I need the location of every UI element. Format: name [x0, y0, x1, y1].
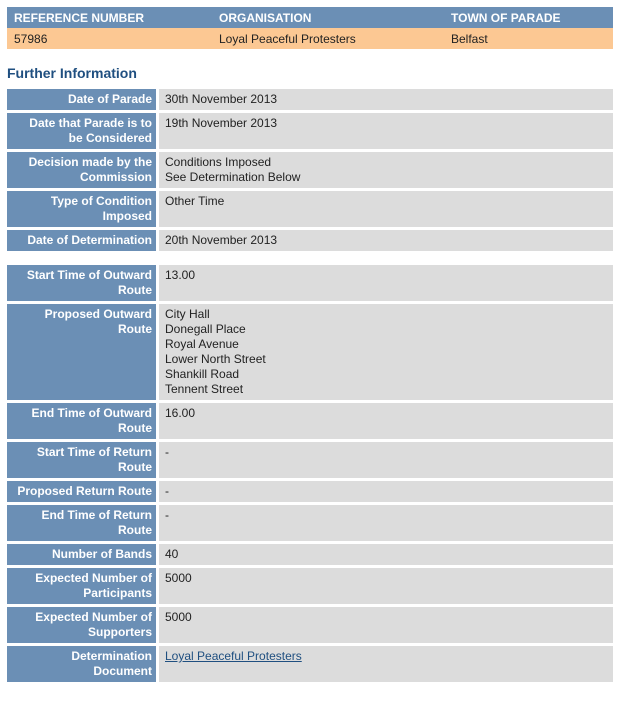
- info-value-line: Tennent Street: [165, 382, 244, 396]
- info-value: [159, 568, 613, 604]
- info-label: Proposed Return Route: [7, 481, 159, 502]
- info-label: End Time of Outward Route: [7, 403, 159, 439]
- info-row-date-of-parade: [7, 89, 613, 110]
- page-content: [7, 7, 613, 685]
- info-row-date-of-determination: [7, 230, 613, 251]
- info-row-proposed-outward-route: [7, 304, 613, 400]
- info-row-determination-document: [7, 646, 613, 682]
- info-label: Type of Condition Imposed: [7, 191, 159, 227]
- info-value-line: Lower North Street: [165, 352, 266, 366]
- info-row-number-of-bands: [7, 544, 613, 565]
- info-row-date-that-parade-is-to-be-considered: [7, 113, 613, 149]
- info-label: Number of Bands: [7, 544, 159, 565]
- info-label: Determination Document: [7, 646, 159, 682]
- info-value-line: 30th November 2013: [165, 92, 278, 106]
- route-information-table: [7, 262, 613, 685]
- organisation-value: Loyal Peaceful Protesters: [212, 28, 444, 49]
- info-value-line: Shankill Road: [165, 367, 240, 381]
- info-value-line: -: [165, 484, 169, 498]
- info-value: [159, 442, 613, 478]
- info-label: Date of Parade: [7, 89, 159, 110]
- info-label: End Time of Return Route: [7, 505, 159, 541]
- info-value-line: 16.00: [165, 406, 196, 420]
- info-value: [159, 505, 613, 541]
- info-value-line: City Hall: [165, 307, 210, 321]
- info-value-line: Other Time: [165, 194, 225, 208]
- info-label: Expected Number of Supporters: [7, 607, 159, 643]
- info-value: [159, 304, 613, 400]
- determination-document-link[interactable]: Loyal Peaceful Protesters: [165, 649, 302, 663]
- info-row-decision-made-by-the-commission: [7, 152, 613, 188]
- info-value: [159, 191, 613, 227]
- further-information-table: [7, 86, 613, 254]
- info-row-start-time-of-return-route: [7, 442, 613, 478]
- info-row-type-of-condition-imposed: [7, 191, 613, 227]
- info-row-expected-number-of-supporters: [7, 607, 613, 643]
- info-row-expected-number-of-participants: [7, 568, 613, 604]
- info-value: [159, 403, 613, 439]
- info-label: Start Time of Return Route: [7, 442, 159, 478]
- info-label: Expected Number of Participants: [7, 568, 159, 604]
- info-label: Start Time of Outward Route: [7, 265, 159, 301]
- summary-header-row: [7, 7, 613, 28]
- info-value-line: See Determination Below: [165, 170, 301, 184]
- info-value-line: Royal Avenue: [165, 337, 239, 351]
- info-value: [159, 265, 613, 301]
- info-value-line: 40: [165, 547, 179, 561]
- info-label: Date of Determination: [7, 230, 159, 251]
- info-value: [159, 646, 613, 682]
- info-value-line: 13.00: [165, 268, 196, 282]
- info-value-line: 5000: [165, 610, 192, 624]
- info-value-line: -: [165, 445, 169, 459]
- info-value-line: 19th November 2013: [165, 116, 278, 130]
- header-organisation: ORGANISATION: [212, 7, 444, 28]
- reference-number-value: 57986: [7, 28, 212, 49]
- summary-row: [7, 28, 613, 49]
- info-value-line: 20th November 2013: [165, 233, 278, 247]
- info-row-start-time-of-outward-route: [7, 265, 613, 301]
- header-town-of-parade: TOWN OF PARADE: [444, 7, 613, 28]
- section-title-further-information: Further Information: [7, 65, 137, 81]
- info-value-line: Conditions Imposed: [165, 155, 272, 169]
- info-value-line: -: [165, 508, 169, 522]
- info-value: [159, 89, 613, 110]
- info-value: [159, 113, 613, 149]
- info-value: [159, 607, 613, 643]
- info-row-end-time-of-outward-route: [7, 403, 613, 439]
- info-label: Date that Parade is to be Considered: [7, 113, 159, 149]
- info-value: [159, 544, 613, 565]
- info-row-end-time-of-return-route: [7, 505, 613, 541]
- info-row-proposed-return-route: [7, 481, 613, 502]
- info-value: [159, 481, 613, 502]
- info-value: [159, 152, 613, 188]
- info-label: Proposed Outward Route: [7, 304, 159, 400]
- info-value-line: 5000: [165, 571, 192, 585]
- info-value: [159, 230, 613, 251]
- header-reference-number: REFERENCE NUMBER: [7, 7, 212, 28]
- summary-table: [7, 7, 613, 49]
- town-value: Belfast: [444, 28, 613, 49]
- info-value-line: Donegall Place: [165, 322, 246, 336]
- info-label: Decision made by the Commission: [7, 152, 159, 188]
